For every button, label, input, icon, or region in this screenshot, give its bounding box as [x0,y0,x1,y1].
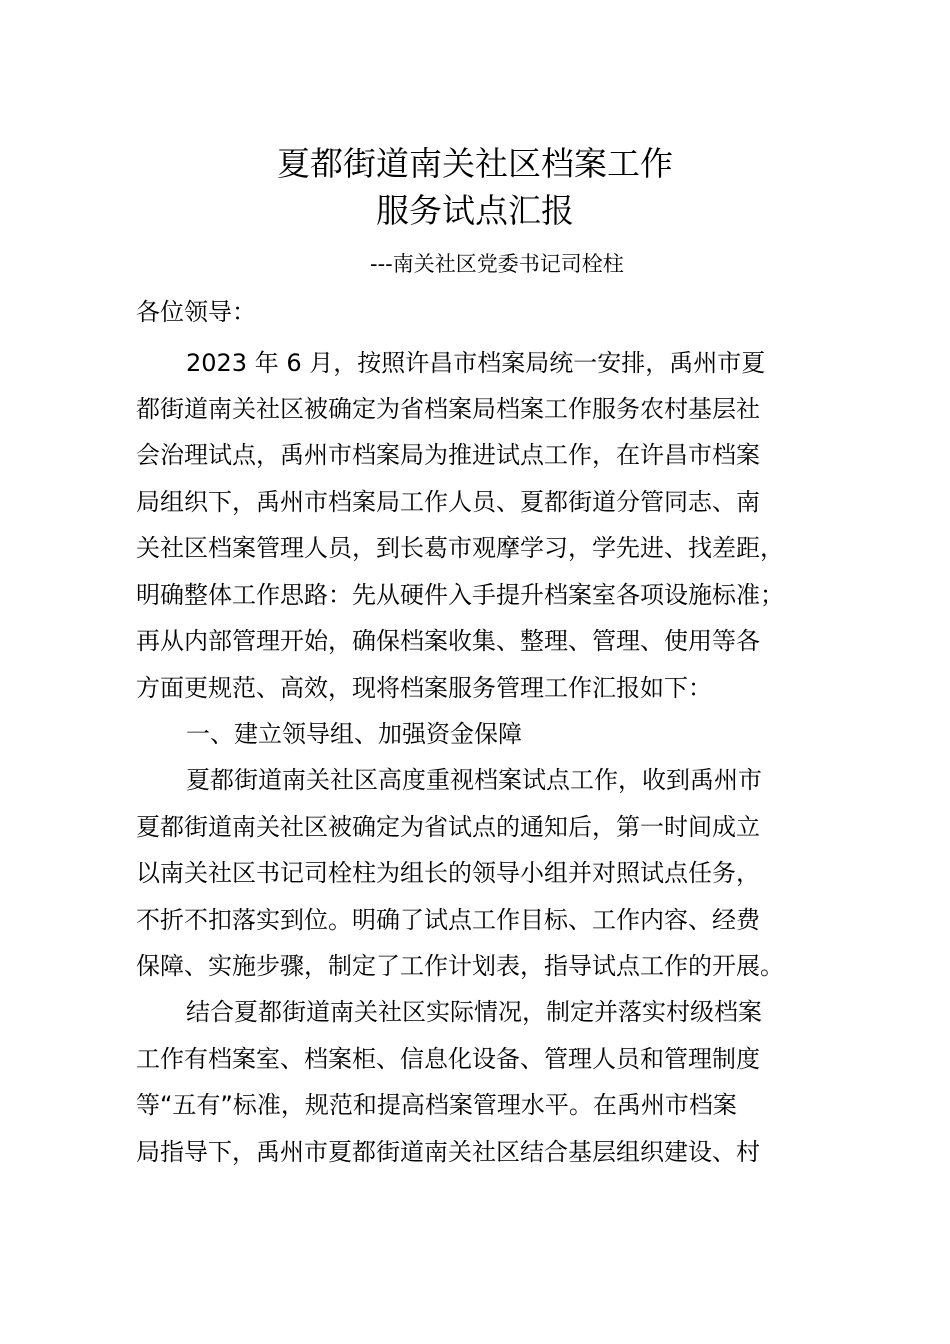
paragraph-2-line: 夏都街道南关社区被确定为省试点的通知后，第一时间成立 [136,813,760,841]
title-line-1: 夏都街道南关社区档案工作 [277,144,673,183]
paragraph-2-line: 保障、实施步骤，制定了工作计划表，指导试点工作的开展。 [136,952,784,980]
paragraph-1-line: 会治理试点，禹州市档案局为推进试点工作，在许昌市档案 [136,441,760,469]
paragraph-3-line: 局指导下，禹州市夏都街道南关社区结合基层组织建设、村 [136,1138,760,1166]
document-title [0,140,950,234]
paragraph-1-line: 明确整体工作思路：先从硬件入手提升档案室各项设施标准； [136,581,784,609]
paragraph-3-line: 结合夏都街道南关社区实际情况，制定并落实村级档案 [186,998,762,1026]
title-line-2: 服务试点汇报 [376,191,574,230]
paragraph-2-line: 夏都街道南关社区高度重视档案试点工作，收到禹州市 [186,766,762,794]
paragraph-2-line: 不折不扣落实到位。明确了试点工作目标、工作内容、经费 [136,906,760,934]
paragraph-1-line: 2023 年 6 月，按照许昌市档案局统一安排，禹州市夏 [186,349,766,377]
section-heading: 一、建立领导组、加强资金保障 [186,720,522,748]
paragraph-3-line: 等“五有”标准，规范和提高档案管理水平。在禹州市档案 [136,1091,737,1119]
paragraph-1-line: 方面更规范、高效，现将档案服务管理工作汇报如下： [136,674,712,702]
salutation: 各位领导： [136,298,256,326]
paragraph-1-line: 再从内部管理开始，确保档案收集、整理、管理、使用等各 [136,627,760,655]
paragraph-2-line: 以南关社区书记司栓柱为组长的领导小组并对照试点任务， [136,859,760,887]
paragraph-3-line: 工作有档案室、档案柜、信息化设备、管理人员和管理制度 [136,1045,760,1073]
paragraph-1-line: 都街道南关社区被确定为省档案局档案工作服务农村基层社 [136,395,760,423]
author-byline: ---南关社区党委书记司栓柱 [370,252,624,276]
paragraph-1-line: 关社区档案管理人员，到长葛市观摩学习，学先进、找差距， [136,534,784,562]
paragraph-1-line: 局组织下，禹州市档案局工作人员、夏都街道分管同志、南 [136,488,760,516]
